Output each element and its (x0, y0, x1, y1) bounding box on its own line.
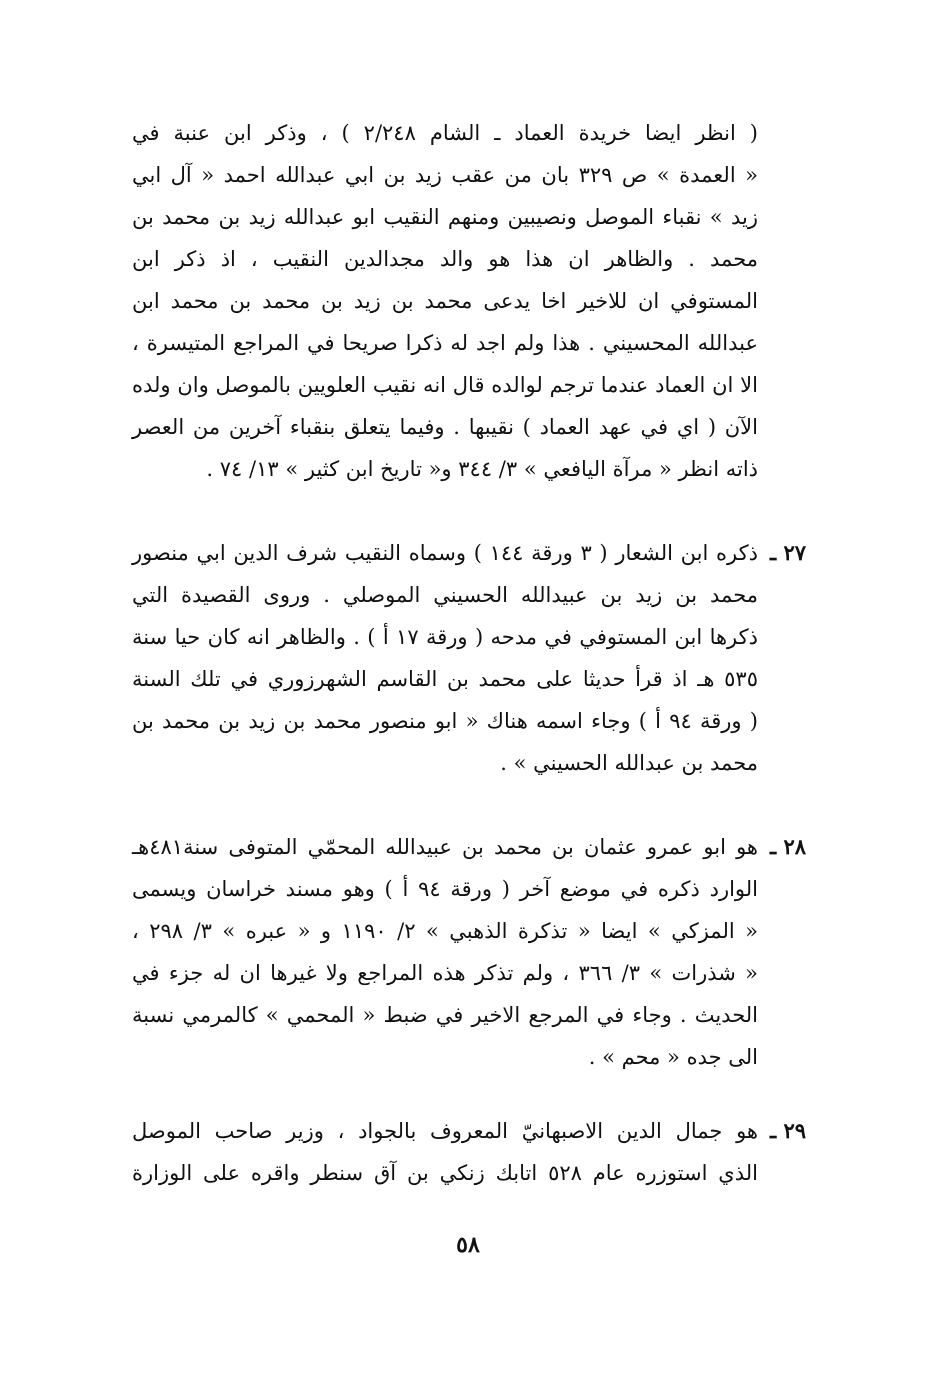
intro-line: عبدالله المحسيني . هذا ولم اجد له ذكرا صريحا في المراجع المتيسرة ، (132, 331, 758, 355)
note-line: ( ورقة ٩٤ أ ) وجاء اسمه هناك « ابو منصور محمد بن زيد بن محمد بن (132, 709, 758, 733)
intro-line: المستوفي ان للاخير اخا يدعى محمد بن زيد بن محمد بن محمد ابن (132, 289, 758, 313)
intro-line: الا ان العماد عندما ترجم لوالده قال انه نقيب العلويين بالموصل وان ولده (132, 373, 758, 397)
note-line: الحديث . وجاء في المرجع الاخير في ضبط « المحمي » كالمرمي نسبة (132, 1003, 758, 1027)
note-line: هو ابو عمرو عثمان بن محمد بن عبيدالله المحمّي المتوفى سنة٤٨١هـ (132, 835, 758, 859)
intro-line: ذاته انظر « مرآة اليافعي » ٣/ ٣٤٤ و« تاريخ ابن كثير » ١٣/ ٧٤ . (206, 457, 758, 481)
note-number: ٢٧ ـ (769, 540, 806, 565)
note-line: ذكره ابن الشعار ( ٣ ورقة ١٤٤ ) وسماه النقيب شرف الدين ابي منصور (132, 541, 758, 565)
note-line: هو جمال الدين الاصبهانيّ المعروف بالجواد ، وزير صاحب الموصل (132, 1119, 758, 1143)
note-line: ٥٣٥ هـ اذ قرأ حديثا على محمد بن القاسم الشهرزوري في تلك السنة (132, 667, 758, 691)
note-line: محمد بن زيد بن عبيدالله الحسيني الموصلي . وروى القصيدة التي (132, 583, 758, 607)
note-line: محمد بن عبدالله الحسيني » . (500, 751, 758, 775)
note-number: ٢٨ ـ (769, 834, 806, 859)
note-line: « المزكي » ايضا « تذكرة الذهبي » ٢/ ١١٩٠ و « عبره » ٣/ ٢٩٨ ، (132, 919, 758, 943)
note-line: ذكرها ابن المستوفي في مدحه ( ورقة ١٧ أ ) . والظاهر انه كان حيا سنة (132, 625, 758, 649)
intro-line: الآن ( اي في عهد العماد ) نقيبها . وفيما يتعلق بنقباء آخرين من العصر (132, 415, 758, 439)
note-line: الى جده « محم » . (588, 1045, 758, 1069)
note-line: الذي استوزره عام ٥٢٨ اتابك زنكي بن آق سنطر واقره على الوزارة (132, 1161, 758, 1185)
intro-line: محمد . والظاهر ان هذا هو والد مجدالدين النقيب ، اذ ذكر ابن (132, 247, 758, 271)
intro-line: زيد » نقباء الموصل ونصيبين ومنهم النقيب ابو عبدالله زيد بن محمد بن (132, 205, 758, 229)
page-number: ٥٨ (456, 1232, 480, 1258)
note-line: الوارد ذكره في موضع آخر ( ورقة ٩٤ أ ) وهو مسند خراسان ويسمى (132, 877, 759, 901)
note-number: ٢٩ ـ (769, 1118, 806, 1143)
intro-line: ( انظر ايضا خريدة العماد ـ الشام ٢/٢٤٨ ) ، وذكر ابن عنبة في (132, 121, 758, 145)
note-line: « شذرات » ٣/ ٣٦٦ ، ولم تذكر هذه المراجع ولا غيرها ان له جزء في (132, 961, 758, 985)
intro-line: « العمدة » ص ٣٢٩ بان من عقب زيد بن ابي عبدالله احمد « آل ابي (132, 163, 758, 187)
